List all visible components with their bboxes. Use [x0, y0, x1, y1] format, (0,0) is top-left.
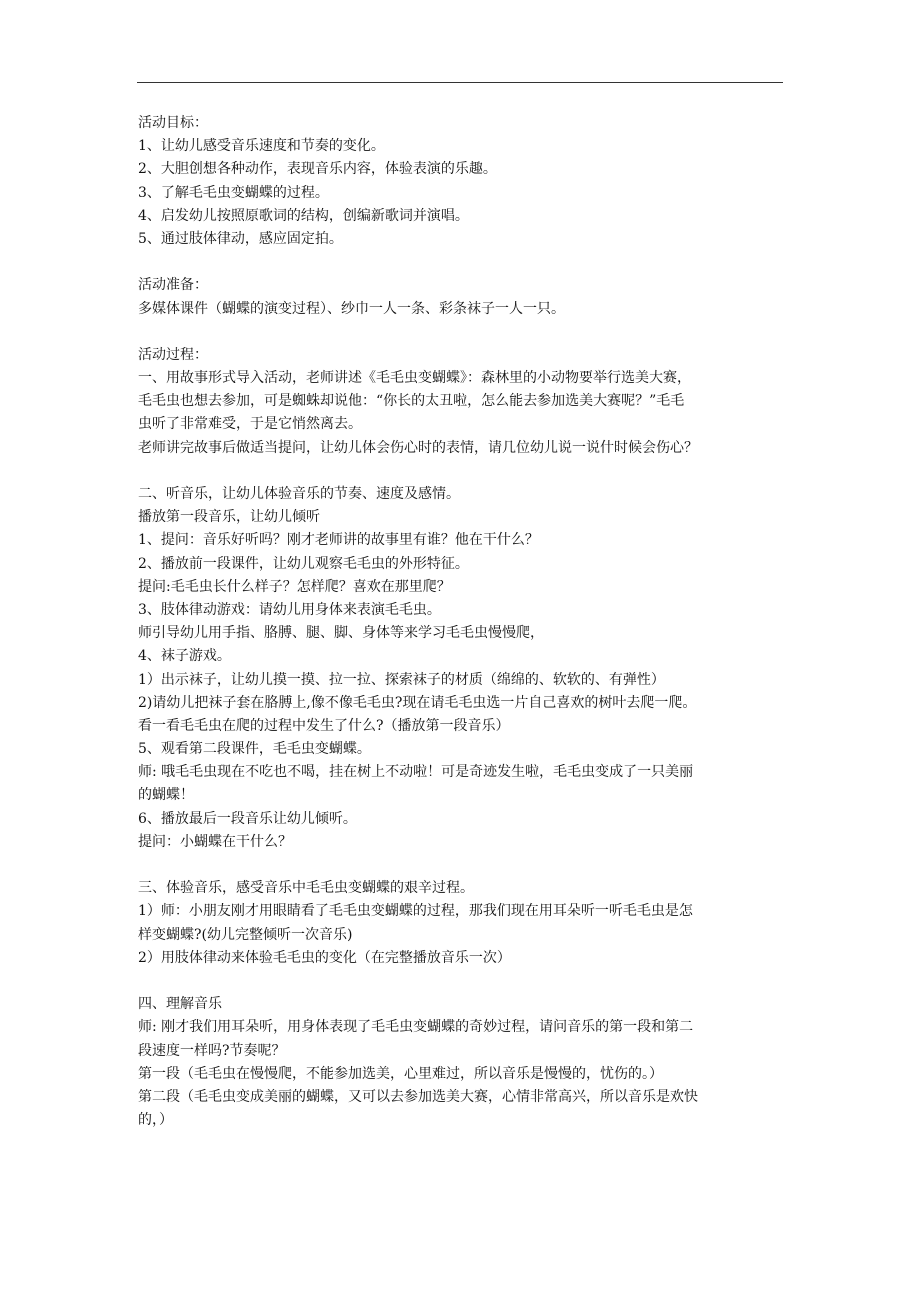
- goal-item-1: 1、让幼儿感受音乐速度和节奏的变化。: [138, 138, 385, 155]
- text-line: 的，）: [138, 1112, 173, 1129]
- paragraph-gap: [138, 460, 788, 483]
- text-line: 1、提问：音乐好听吗？刚才老师讲的故事里有谁？他在干什么？: [138, 532, 539, 549]
- text-line: 6、播放最后一段音乐让幼儿倾听。: [138, 810, 357, 827]
- text-line: 第二段（毛毛虫变成美丽的蝴蝶，又可以去参加选美大赛，心情非常高兴，所以音乐是欢快: [138, 1088, 698, 1105]
- text-line: 样变蝴蝶?(幼儿完整倾听一次音乐): [138, 926, 353, 943]
- text-line: 老师讲完故事后做适当提问，让幼儿体会伤心时的表情，请几位幼儿说一说什时候会伤心？: [138, 439, 698, 456]
- text-line: 虫听了非常难受，于是它悄然离去。: [138, 416, 362, 433]
- text-line: 2)请幼儿把袜子套在胳膊上,像不像毛毛虫?现在请毛毛虫选一片自己喜欢的树叶去爬一爬。: [138, 694, 697, 711]
- text-line: 段速度一样吗?节奏呢？: [138, 1042, 286, 1059]
- text-line: 1）出示袜子，让幼儿摸一摸、拉一拉、探索袜子的材质（绵绵的、软软的、有弹性）: [138, 671, 665, 688]
- text-line: 2）用肢体律动来体验毛毛虫的变化（在完整播放音乐一次）: [138, 949, 511, 966]
- goal-item-2: 2、大胆创想各种动作，表现音乐内容，体验表演的乐趣。: [138, 161, 497, 178]
- section-preparation: [138, 274, 788, 320]
- text-line: 5、观看第二段课件，毛毛虫变蝴蝶。: [138, 741, 371, 758]
- paragraph-gap: [138, 321, 788, 344]
- paragraph-gap: [138, 970, 788, 993]
- text-line: 提问:毛毛虫长什么样子？怎样爬？喜欢在那里爬？: [138, 578, 451, 595]
- section-heading: 三、体验音乐，感受音乐中毛毛虫变蝴蝶的艰辛过程。: [138, 880, 474, 897]
- section-process-intro: [138, 344, 788, 460]
- text-line: 毛毛虫也想去参加，可是蜘蛛却说他：“你长的太丑啦，怎么能去参加选美大赛呢？”毛毛: [138, 393, 685, 410]
- text-line: 师: 哦毛毛虫现在不吃也不喝，挂在树上不动啦！可是奇迹发生啦，毛毛虫变成了一只美丽: [138, 764, 694, 781]
- text-line: 1）师：小朋友刚才用眼睛看了毛毛虫变蝴蝶的过程，那我们现在用耳朵听一听毛毛虫是怎: [138, 903, 693, 920]
- text-line: 4、袜子游戏。: [138, 648, 231, 665]
- text-line: 一、用故事形式导入活动，老师讲述《毛毛虫变蝴蝶》：森林里的小动物要举行选美大赛，: [138, 370, 691, 387]
- text-line: 师: 刚才我们用耳朵听，用身体表现了毛毛虫变蝴蝶的奇妙过程，请问音乐的第一段和第二: [138, 1019, 694, 1036]
- text-line: 看一看毛毛虫在爬的过程中发生了什么?（播放第一段音乐）: [138, 717, 510, 734]
- goal-item-4: 4、启发幼儿按照原歌词的结构，创编新歌词并演唱。: [138, 207, 469, 224]
- document-body: [138, 112, 788, 1132]
- text-line: 播放第一段音乐，让幼儿倾听: [138, 509, 320, 526]
- section-heading: 活动过程：: [138, 346, 208, 363]
- section-heading: 二、听音乐，让幼儿体验音乐的节奏、速度及感情。: [138, 486, 460, 502]
- text-line: 提问：小蝴蝶在干什么？: [138, 833, 292, 850]
- text-line: 第一段（毛毛虫在慢慢爬，不能参加选美，心里难过，所以音乐是慢慢的，忧伤的。）: [138, 1065, 663, 1082]
- section-heading: 活动准备：: [138, 277, 208, 294]
- goal-item-3: 3、了解毛毛虫变蝴蝶的过程。: [138, 184, 329, 201]
- section-heading: 四、理解音乐: [138, 996, 222, 1013]
- goal-item-5: 5、通过肢体律动，感应固定拍。: [138, 230, 343, 247]
- preparation-text: 多媒体课件（蝴蝶的演变过程）、纱巾一人一条、彩条袜子一人一只。: [138, 300, 565, 317]
- paragraph-gap: [138, 251, 788, 274]
- section-goals: [138, 112, 788, 251]
- text-line: 师引导幼儿用手指、胳膊、腿、脚、身体等来学习毛毛虫慢慢爬，: [138, 625, 544, 642]
- text-line: 的蝴蝶！: [138, 787, 194, 804]
- section-heading: 活动目标：: [138, 115, 208, 131]
- section-process-understand: [138, 993, 788, 1132]
- header-rule: [137, 82, 783, 83]
- text-line: 3、肢体律动游戏：请幼儿用身体来表演毛毛虫。: [138, 601, 441, 618]
- paragraph-gap: [138, 854, 788, 877]
- section-process-listen: [138, 483, 788, 854]
- section-process-experience: [138, 877, 788, 970]
- text-line: 2、播放前一段课件，让幼儿观察毛毛虫的外形特征。: [138, 555, 469, 572]
